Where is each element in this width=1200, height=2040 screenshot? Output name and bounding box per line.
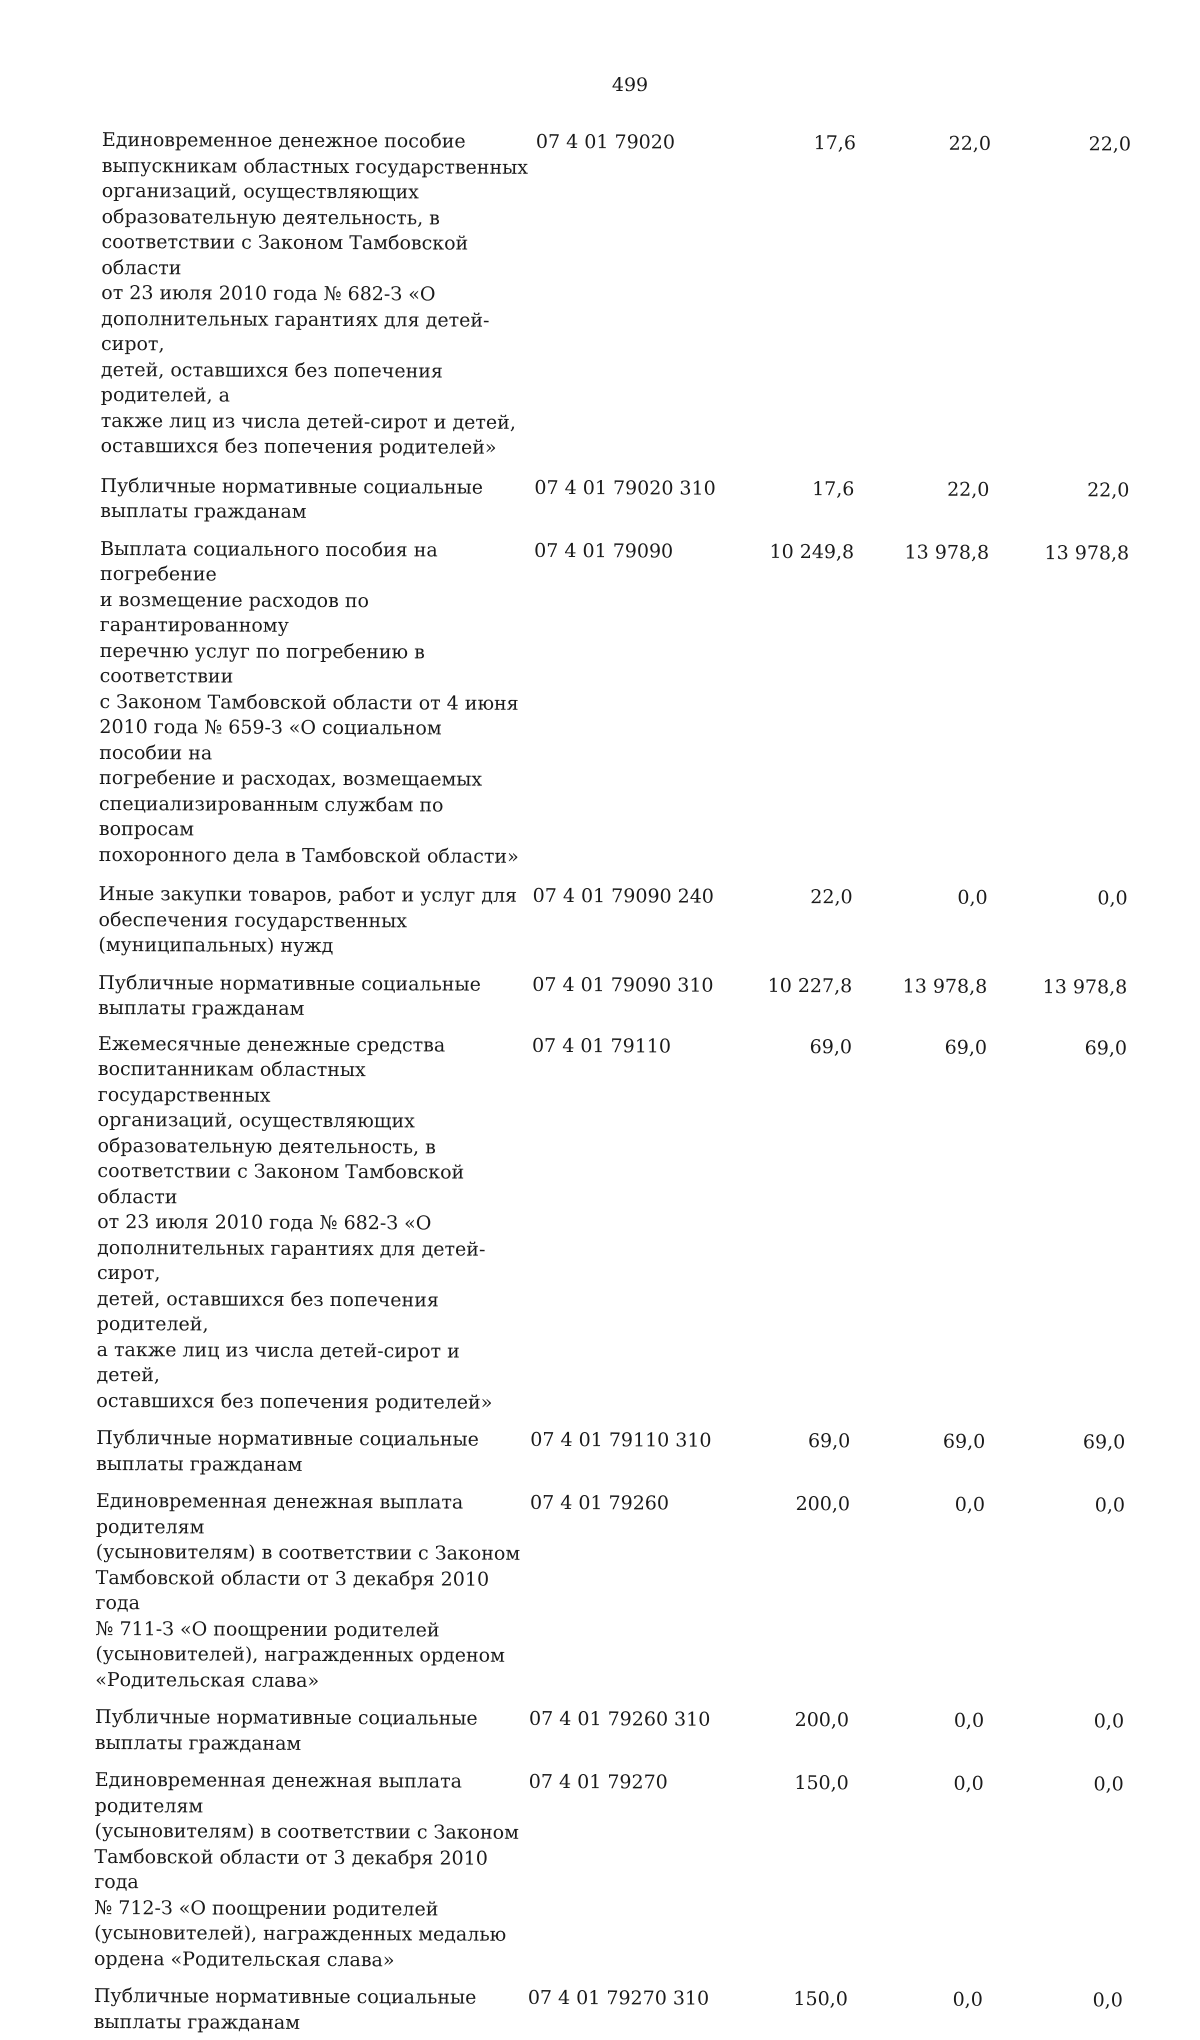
row-value-year-2: 69,0 xyxy=(850,1429,985,1455)
table-row xyxy=(98,970,1173,1026)
row-value-year-1: 200,0 xyxy=(720,1492,850,1518)
row-target-code: 07 4 01 79020 xyxy=(532,130,681,156)
row-value-year-2: 0,0 xyxy=(848,1987,983,2013)
table-row xyxy=(94,1984,1169,2040)
row-value-year-1: 17,6 xyxy=(724,476,854,502)
budget-table xyxy=(94,128,1177,2040)
row-value-year-1: 150,0 xyxy=(718,1987,848,2013)
row-expense-type: 310 xyxy=(673,1987,718,2013)
row-target-code: 07 4 01 79110 xyxy=(528,1033,677,1059)
row-value-year-1: 150,0 xyxy=(719,1771,849,1797)
row-value-year-2: 13 978,8 xyxy=(854,540,989,566)
row-value-year-2: 0,0 xyxy=(853,885,988,911)
row-value-year-3: 13 978,8 xyxy=(987,974,1127,1000)
row-value-year-2: 22,0 xyxy=(856,131,991,157)
row-description: Публичные нормативные социальные выплаты гражданам xyxy=(100,473,530,526)
table-row xyxy=(101,128,1177,464)
table-row xyxy=(95,1489,1171,1698)
row-target-code: 07 4 01 79090 xyxy=(528,972,677,998)
row-expense-type: 310 xyxy=(679,476,724,502)
row-value-year-1: 22,0 xyxy=(723,885,853,911)
row-value-year-1: 17,6 xyxy=(726,131,856,157)
row-target-code: 07 4 01 79110 xyxy=(526,1428,675,1454)
row-description: Единовременная денежная выплата родителям (усыновителям) в соответствии с Законом Тамбовской области от 3 декабря 2010 года № 712-З «О поощрении родителей (усыновителей), награжденных медалью ордена «Родительская слава» xyxy=(94,1768,525,1974)
row-value-year-2: 13 978,8 xyxy=(852,974,987,1000)
row-description: Ежемесячные денежные средства воспитанникам областных государственных организаций, осуществляющих образовательную деятельность, в соответствии с Законом Тамбовской области от 23 июля 2010 года № 682-З «О дополнительных гарантиях для детей-сирот, детей, оставшихся без попечения родителей, а также лиц из числа детей-сирот и детей, оставшихся без попечения родителей» xyxy=(96,1031,528,1415)
row-value-year-3: 13 978,8 xyxy=(989,540,1129,566)
row-value-year-2: 0,0 xyxy=(850,1492,985,1518)
row-description: Публичные нормативные социальные выплаты гражданам xyxy=(94,1984,524,2037)
table-row xyxy=(99,536,1175,872)
table-row xyxy=(98,882,1173,963)
row-value-year-1: 69,0 xyxy=(720,1429,850,1455)
row-target-code: 07 4 01 79270 xyxy=(525,1770,674,1796)
row-value-year-1: 69,0 xyxy=(722,1034,852,1060)
row-value-year-3: 22,0 xyxy=(991,132,1131,158)
row-value-year-3: 0,0 xyxy=(983,1988,1123,2014)
row-value-year-3: 69,0 xyxy=(985,1430,1125,1456)
row-description: Иные закупки товаров, работ и услуг для обеспечения государственных (муниципальных) нужд xyxy=(98,882,528,960)
row-value-year-1: 10 249,8 xyxy=(724,539,854,565)
row-description: Выплата социального пособия на погребение и возмещение расходов по гарантированному перечню услуг по погребению в соответствии с Законом Тамбовской области от 4 июня 2010 года № 659-З «О социальном пособии на погребение и расходах, возмещаемых специализированным службам по вопросам похоронного дела в Тамбовской области» xyxy=(99,536,530,869)
row-expense-type: 310 xyxy=(675,1429,720,1455)
row-target-code: 07 4 01 79020 xyxy=(530,475,679,501)
row-description: Единовременное денежное пособие выпускникам областных государственных организаций, осуществляющих образовательную деятельность, в соответствии с Законом Тамбовской области от 23 июля 2010 года № 682-З «О дополнительных гарантиях для детей-сирот, детей, оставшихся без попечения родителей, а также лиц из числа детей-сирот и детей, оставшихся без попечения родителей» xyxy=(101,128,532,461)
row-value-year-3: 0,0 xyxy=(988,886,1128,912)
row-value-year-1: 10 227,8 xyxy=(722,973,852,999)
row-target-code: 07 4 01 79260 xyxy=(525,1707,674,1733)
row-value-year-3: 0,0 xyxy=(984,1772,1124,1798)
row-value-year-3: 22,0 xyxy=(989,477,1129,503)
row-target-code: 07 4 01 79270 xyxy=(524,1986,673,2012)
row-value-year-2: 0,0 xyxy=(849,1771,984,1797)
row-value-year-3: 0,0 xyxy=(984,1709,1124,1735)
row-value-year-3: 0,0 xyxy=(985,1493,1125,1519)
page-number: 499 xyxy=(0,74,1200,96)
row-value-year-3: 69,0 xyxy=(987,1035,1127,1061)
row-expense-type: 310 xyxy=(677,973,722,999)
row-description: Единовременная денежная выплата родителям (усыновителям) в соответствии с Законом Тамбовской области от 3 декабря 2010 года № 711-З «О поощрении родителей (усыновителей), награжденных орденом «Родительская слава» xyxy=(95,1489,526,1695)
row-value-year-1: 200,0 xyxy=(719,1708,849,1734)
row-description: Публичные нормативные социальные выплаты гражданам xyxy=(95,1705,525,1758)
table-row xyxy=(96,1031,1173,1418)
table-row xyxy=(94,1768,1170,1977)
row-value-year-2: 0,0 xyxy=(849,1708,984,1734)
table-row xyxy=(95,1705,1170,1761)
row-description: Публичные нормативные социальные выплаты гражданам xyxy=(98,970,528,1023)
row-value-year-2: 69,0 xyxy=(852,1035,987,1061)
table-row xyxy=(96,1426,1171,1482)
row-target-code: 07 4 01 79260 xyxy=(526,1491,675,1517)
table-row xyxy=(100,473,1175,529)
row-expense-type: 310 xyxy=(674,1708,719,1734)
row-description: Публичные нормативные социальные выплаты гражданам xyxy=(96,1426,526,1479)
row-expense-type: 240 xyxy=(678,885,723,911)
row-target-code: 07 4 01 79090 xyxy=(530,538,679,564)
row-target-code: 07 4 01 79090 xyxy=(529,884,678,910)
row-value-year-2: 22,0 xyxy=(854,477,989,503)
